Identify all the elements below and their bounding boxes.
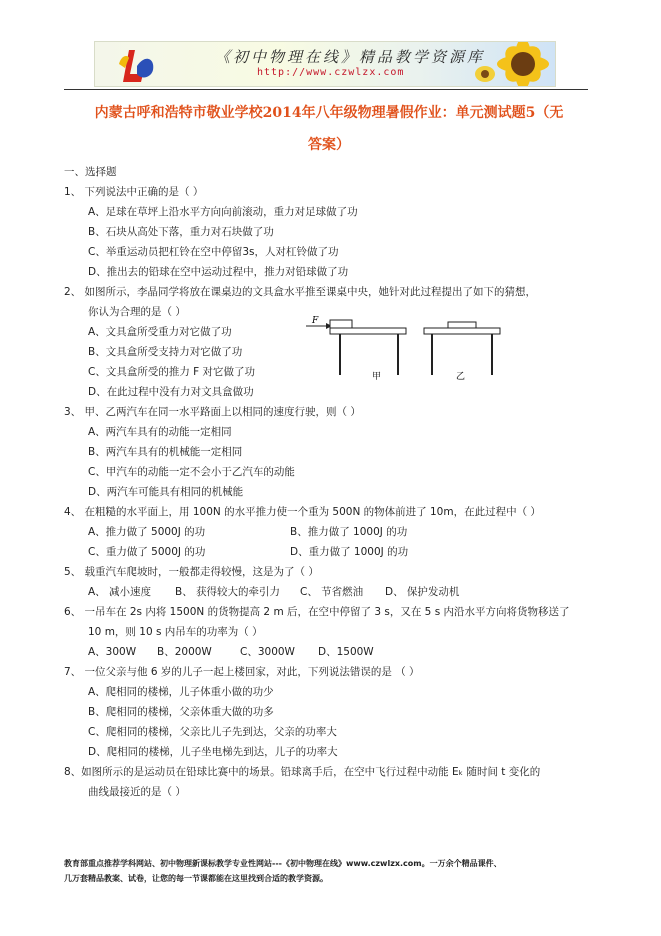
title-line-1: 内蒙古呼和浩特市敬业学校2014年八年级物理暑假作业：单元测试题5（无 <box>94 105 564 121</box>
question-2-option-b: B、文具盒所受支持力对它做了功 <box>88 346 243 358</box>
question-5-option-b: B、 获得较大的牵引力 <box>175 586 281 598</box>
title-line-2: 答案） <box>308 137 350 153</box>
page-footer <box>64 856 598 886</box>
question-4-option-b: B、推力做了 1000J 的功 <box>290 526 408 538</box>
footer-line-1: 教育部重点推荐学科网站、初中物理新课标教学专业性网站---《初中物理在线》www.czwlzx.com。一万余个精品课件、 <box>64 859 502 868</box>
question-5-option-d: D、 保护发动机 <box>385 586 460 598</box>
section-heading: 一、选择题 <box>64 166 117 178</box>
document-title <box>64 97 594 161</box>
question-2-option-c: C、文具盒所受的推力 F 对它做了功 <box>88 366 256 378</box>
question-3-option-c: C、甲汽车的动能一定不会小于乙汽车的动能 <box>88 466 295 478</box>
question-7-stem: 7、 一位父亲与他 6 岁的儿子一起上楼回家，对此，下列说法错误的是 （ ） <box>64 666 420 678</box>
site-logo-icon <box>115 44 159 84</box>
question-5-option-a: A、 减小速度 <box>88 586 152 598</box>
question-7-option-b: B、爬相同的楼梯，父亲体重大做的功多 <box>88 706 274 718</box>
sunflower-icon <box>471 41 551 87</box>
question-6-option-b: B、2000W <box>157 646 212 658</box>
desk-figure <box>306 313 502 383</box>
question-1-stem: 1、 下列说法中正确的是（ ） <box>64 186 204 198</box>
figure-label-yi: 乙 <box>456 372 466 382</box>
question-1-option-c: C、举重运动员把杠铃在空中停留3s，人对杠铃做了功 <box>88 246 339 258</box>
force-label: F <box>312 316 319 326</box>
question-2-option-d: D、在此过程中没有力对文具盒做功 <box>88 386 254 398</box>
question-1-option-a: A、足球在草坪上沿水平方向向前滚动，重力对足球做了功 <box>88 206 358 218</box>
question-6-option-c: C、3000W <box>240 646 295 658</box>
question-3-option-a: A、两汽车具有的动能一定相同 <box>88 426 232 438</box>
question-3-option-d: D、两汽车可能具有相同的机械能 <box>88 486 244 498</box>
question-1-option-d: D、推出去的铅球在空中运动过程中，推力对铅球做了功 <box>88 266 349 278</box>
question-5-option-c: C、 节省燃油 <box>300 586 364 598</box>
question-4-stem: 4、 在粗糙的水平面上，用 100N 的水平推力使一个重为 500N 的物体前进了 10m，在此过程中（ ） <box>64 506 541 518</box>
question-5-stem: 5、 载重汽车爬坡时，一般都走得较慢，这是为了（ ） <box>64 566 319 578</box>
question-8-stem: 8、如图所示的是运动员在铅球比赛中的场景。铅球离手后，在空中飞行过程中动能 Eₖ 随时间 t 变化的 <box>64 766 541 778</box>
banner-url[interactable]: http://www.czwlzx.com <box>257 67 405 78</box>
question-6-option-d: D、1500W <box>318 646 374 658</box>
question-1-option-b: B、石块从高处下落，重力对石块做了功 <box>88 226 274 238</box>
footer-line-2: 几万套精品教案、试卷，让您的每一节课都能在这里找到合适的教学资源。 <box>64 874 328 883</box>
banner-title: 《初中物理在线》精品教学资源库 <box>215 48 486 66</box>
question-2-stem-cont: 你认为合理的是（ ） <box>88 306 186 318</box>
question-4-option-c: C、重力做了 5000J 的功 <box>88 546 206 558</box>
question-4-option-a: A、推力做了 5000J 的功 <box>88 526 206 538</box>
question-7-option-a: A、爬相同的楼梯，儿子体重小做的功少 <box>88 686 274 698</box>
question-3-option-b: B、两汽车具有的机械能一定相同 <box>88 446 243 458</box>
question-7-option-c: C、爬相同的楼梯，父亲比儿子先到达，父亲的功率大 <box>88 726 337 738</box>
question-6-option-a: A、300W <box>88 646 137 658</box>
header-banner <box>94 41 556 87</box>
question-2-option-a: A、文具盒所受重力对它做了功 <box>88 326 232 338</box>
figure-label-jia: 甲 <box>372 372 382 382</box>
header-rule <box>64 89 588 90</box>
question-6-stem-cont: 10 m，则 10 s 内吊车的功率为（ ） <box>88 626 263 638</box>
question-2-stem: 2、 如图所示，李晶同学将放在课桌边的文具盒水平推至课桌中央，她针对此过程提出了如下的猜想， <box>64 286 537 298</box>
question-3-stem: 3、 甲、乙两汽车在同一水平路面上以相同的速度行驶，则（ ） <box>64 406 361 418</box>
question-7-option-d: D、爬相同的楼梯，儿子坐电梯先到达，儿子的功率大 <box>88 746 338 758</box>
question-4-option-d: D、重力做了 1000J 的功 <box>290 546 409 558</box>
question-8-stem-cont: 曲线最接近的是（ ） <box>88 786 186 798</box>
question-6-stem: 6、 一吊车在 2s 内将 1500N 的货物提高 2 m 后，在空中停留了 3 s，又在 5 s 内沿水平方向将货物移送了 <box>64 606 570 618</box>
